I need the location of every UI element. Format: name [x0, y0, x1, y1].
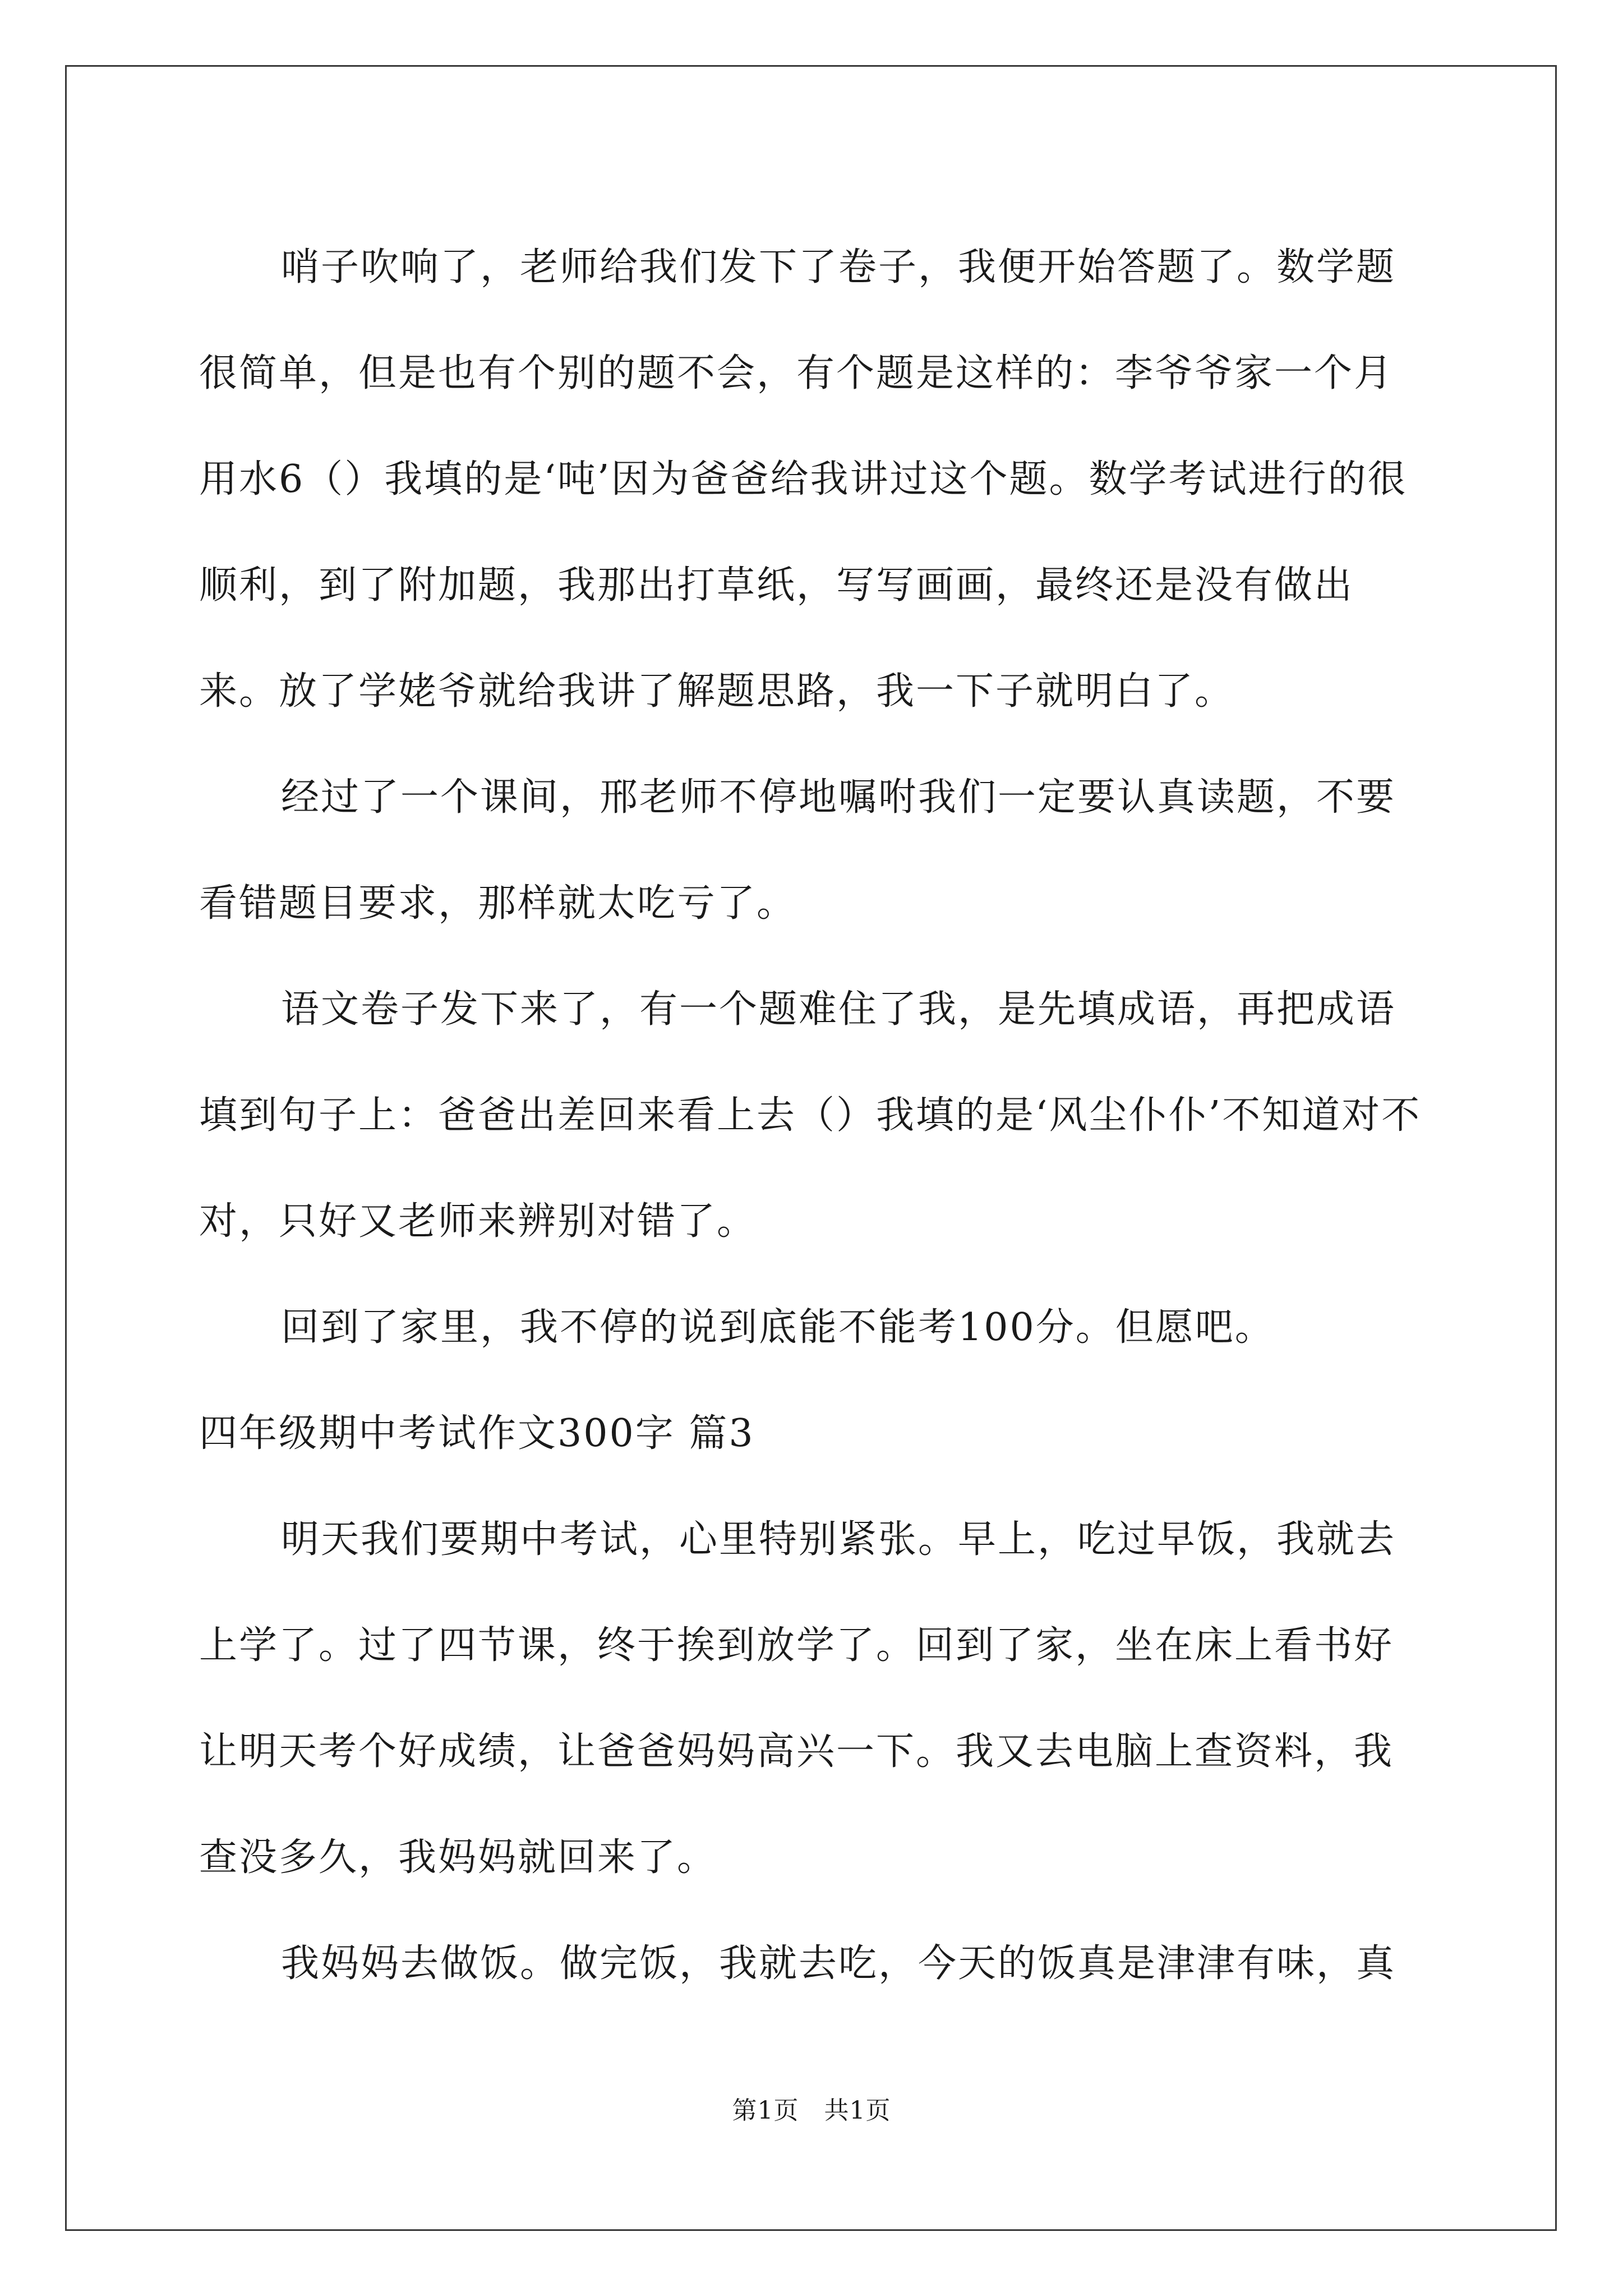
- paragraph: 经过了一个课间，邢老师不停地嘱咐我们一定要认真读题，不要看错题目要求，那样就太吃亏了。: [199, 775, 1396, 926]
- document-body: [199, 214, 1427, 2017]
- paragraph: 回到了家里，我不停的说到底能不能考100分。但愿吧。: [281, 1305, 1275, 1350]
- paragraph: 语文卷子发下来了，有一个题难住了我，是先填成语，再把成语填到句子上：爸爸出差回来看上去（）我填的是‘风尘仆仆’不知道对不对，只好又老师来辨别对错了。: [199, 987, 1422, 1244]
- paragraph: 我妈妈去做饭。做完饭，我就去吃，今天的饭真是津津有味，真: [281, 1941, 1396, 1986]
- section-heading: 四年级期中考试作文300字 篇3: [199, 1411, 755, 1456]
- paragraph: 哨子吹响了，老师给我们发下了卷子，我便开始答题了。数学题很简单，但是也有个别的题不会，有个题是这样的：李爷爷家一个月用水6（）我填的是‘吨’因为爸爸给我讲过这个题。数学考试进行的很顺利，到了附加题，我那出打草纸，写写画画，最终还是没有做出来。放了学姥爷就给我讲了解题思路，我一下子就明白了。: [199, 245, 1408, 714]
- paragraph: 明天我们要期中考试，心里特别紧张。早上，吃过早饭，我就去上学了。过了四节课，终于挨到放学了。回到了家，坐在床上看书好让明天考个好成绩，让爸爸妈妈高兴一下。我又去电脑上查资料，我查没多久，我妈妈就回来了。: [199, 1517, 1396, 1880]
- page-footer: 第1页 共1页: [732, 2096, 891, 2125]
